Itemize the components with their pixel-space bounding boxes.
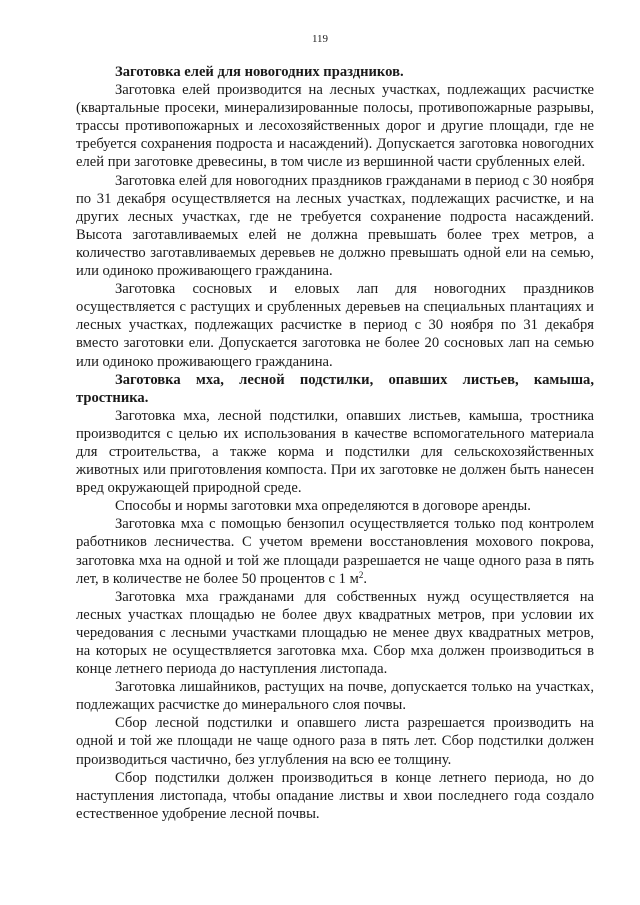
section-heading-moss: Заготовка мха, лесной подстилки, опавших листьев, камыша, тростника. bbox=[76, 371, 594, 406]
paragraph: Заготовка лишайников, растущих на почве, допускается только на участках, подлежащих расчистке до минерального слоя почвы. bbox=[76, 679, 594, 714]
paragraph: Способы и нормы заготовки мха определяются в договоре аренды. bbox=[115, 498, 531, 515]
period: . bbox=[363, 570, 367, 587]
paragraph: Сбор подстилки должен производиться в конце летнего периода, но до наступления листопада, чтобы опадание листвы и хвои последнего года создало естественное удобрение лесной почвы. bbox=[76, 769, 594, 822]
paragraph: Заготовка мха, лесной подстилки, опавших листьев, камыша, тростника производится с целью их использования в качестве вспомогательного материала для строительства, а также корма и подстилки для сельскохозяйственных животных или приготовления компоста. При их заготовке не должен быть нанесен вред окружающей природной среде. bbox=[76, 407, 594, 497]
paragraph: Заготовка мха гражданами для собственных нужд осуществляется на лесных участках площадью не более двух квадратных метров, при условии их чередования с лесными участками площадью не менее двух квадратных метров, на которых не осуществляется заготовка мха. Сбор мха должен производиться в конце летнего периода до наступления листопада. bbox=[76, 588, 594, 678]
paragraph: Сбор лесной подстилки и опавшего листа разрешается производить на одной и той же площади не чаще одного раза в пять лет. Сбор подстилки должен производиться частично, без углубления на всю ее толщину. bbox=[76, 715, 594, 768]
paragraph: Заготовка елей производится на лесных участках, подлежащих расчистке (квартальные просеки, минерализированные полосы, противопожарные разрывы, трассы противопожарных и лесохозяйственных дорог и другие площади, где не требуется сохранения подроста и насаждений). Допускается заготовка новогодних елей при заготовке древесины, в том числе из вершинной части срубленных елей. bbox=[76, 82, 594, 171]
paragraph: Заготовка елей для новогодних праздников гражданами в период с 30 ноября по 31 декабря осуществляется на лесных участках, подлежащих расчистке, и на других лесных участках, где не требуется сохранение подроста насаждений. Высота заготавливаемых елей не должна превышать более трех метров, а количество заготавливаемых деревьев не должно превышать одной ели на семью, или одиноко проживающего гражданина. bbox=[76, 172, 594, 280]
page-number: 119 bbox=[311, 33, 329, 45]
paragraph-text: Заготовка мха с помощью бензопил осуществляется только под контролем работников лесничества. С учетом времени восстановления мохового покрова, заготовка мха на одной и той же площади разрешается не чаще одного раза в пять лет, в количестве не более 50 процентов с 1 м bbox=[76, 516, 594, 587]
superscript: 2 bbox=[358, 569, 364, 580]
paragraph-with-superscript bbox=[76, 515, 594, 587]
paragraph: Заготовка сосновых и еловых лап для новогодних праздников осуществляется с растущих и срубленных деревьев на специальных плантациях и лесных участках, подлежащих расчистке в период с 30 ноября по 31 декабря вместо заготовки ели. Допускается заготовка не более 20 сосновых лап на семью или одиноко проживающего гражданина. bbox=[76, 281, 594, 370]
section-heading-spruce: Заготовка елей для новогодних праздников. bbox=[115, 64, 404, 80]
document-body bbox=[76, 63, 594, 823]
